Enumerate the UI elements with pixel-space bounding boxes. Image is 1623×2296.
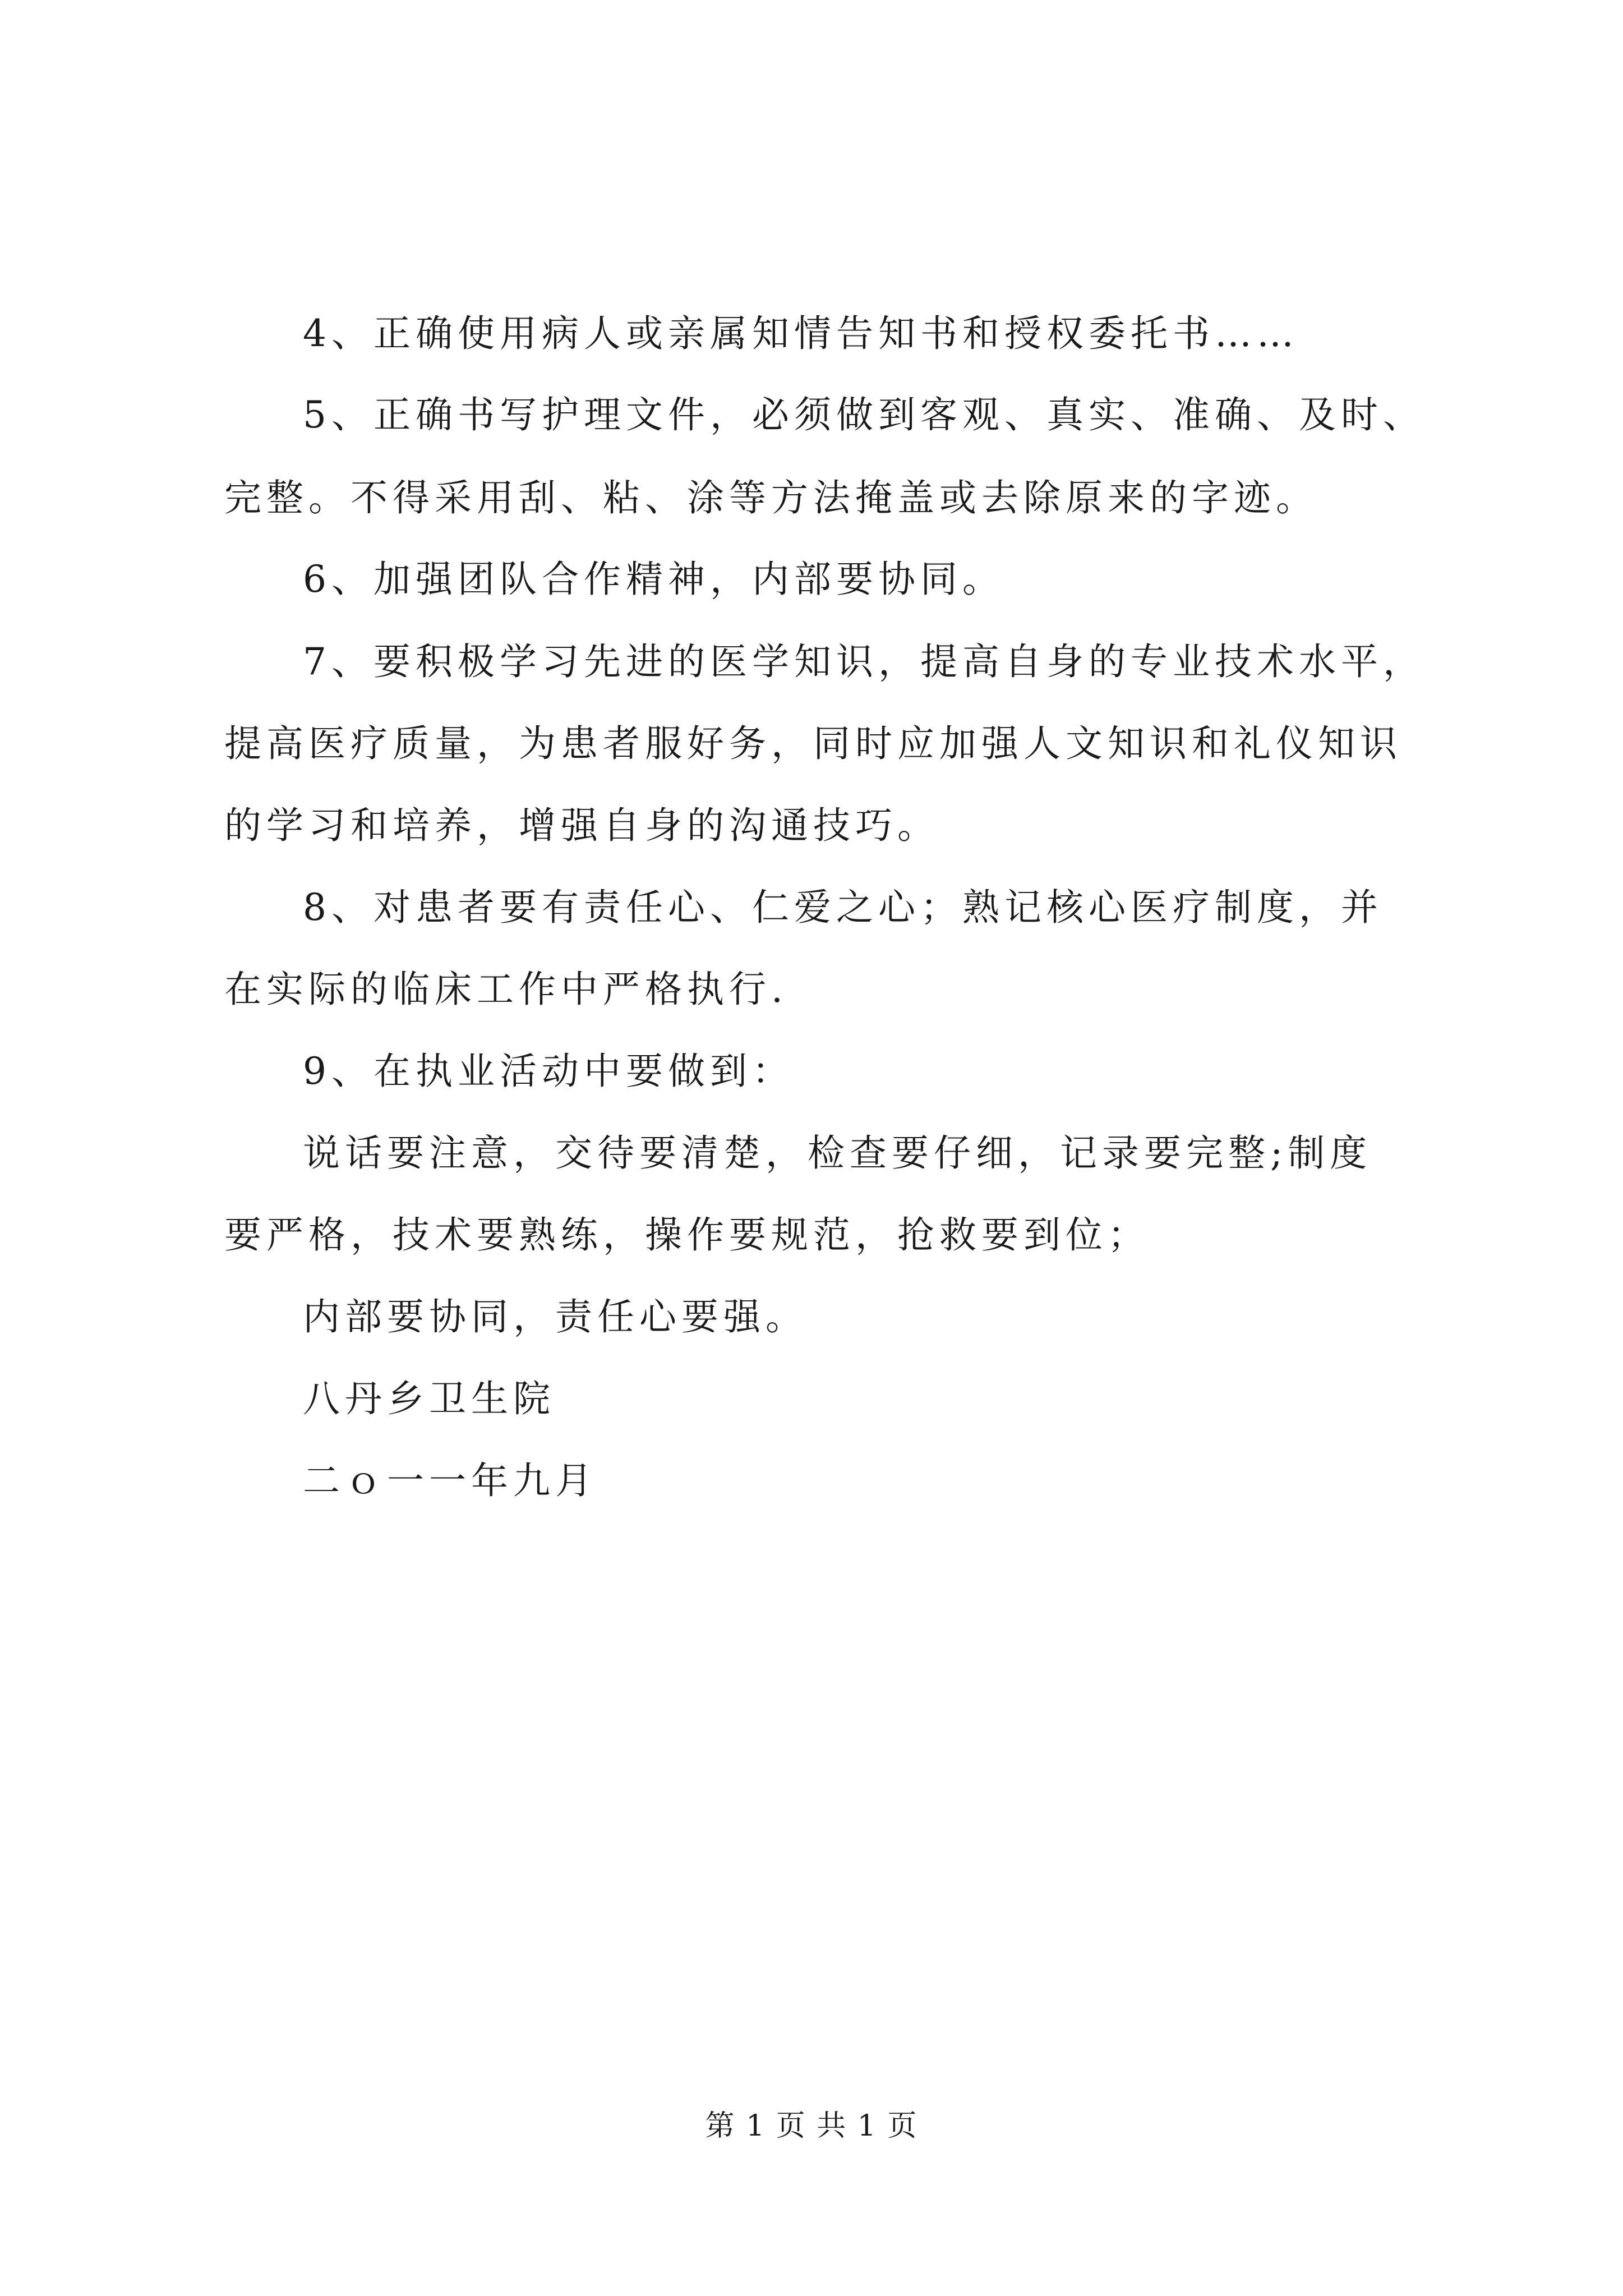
item-8-line-1: 8、对患者要有责任心、仁爱之心；熟记核心医疗制度，并 xyxy=(303,886,1383,929)
item-6-line: 6、加强团队合作精神，内部要协同。 xyxy=(303,558,1004,601)
item-9-line: 9、在执业活动中要做到： xyxy=(303,1050,794,1093)
item-7-line-2: 提高医疗质量，为患者服好务，同时应加强人文知识和礼仪知识 xyxy=(224,722,1402,765)
organization-name: 八丹乡卫生院 xyxy=(303,1377,555,1420)
rules-line-3: 内部要协同，责任心要强。 xyxy=(303,1295,808,1338)
item-5-line-1: 5、正确书写护理文件，必须做到客观、真实、准确、及时、 xyxy=(303,393,1425,436)
item-5-line-2: 完整。不得采用刮、粘、涂等方法掩盖或去除原来的字迹。 xyxy=(224,476,1318,519)
document-date: 二ｏ一一年九月 xyxy=(303,1459,597,1502)
item-7-line-1: 7、要积极学习先进的医学知识，提高自身的专业技术水平， xyxy=(303,640,1425,683)
rules-line-1: 说话要注意，交待要清楚，检查要仔细，记录要完整;制度 xyxy=(303,1131,1372,1175)
rules-line-2: 要严格，技术要熟练，操作要规范，抢救要到位； xyxy=(224,1213,1150,1257)
item-4-line: 4、正确使用病人或亲属知情告知书和授权委托书…… xyxy=(303,312,1299,355)
item-7-line-3: 的学习和培养，增强自身的沟通技巧。 xyxy=(224,804,939,847)
page-footer: 第 1 页 共 1 页 xyxy=(705,2109,918,2143)
item-8-line-2: 在实际的临床工作中严格执行. xyxy=(224,968,788,1011)
